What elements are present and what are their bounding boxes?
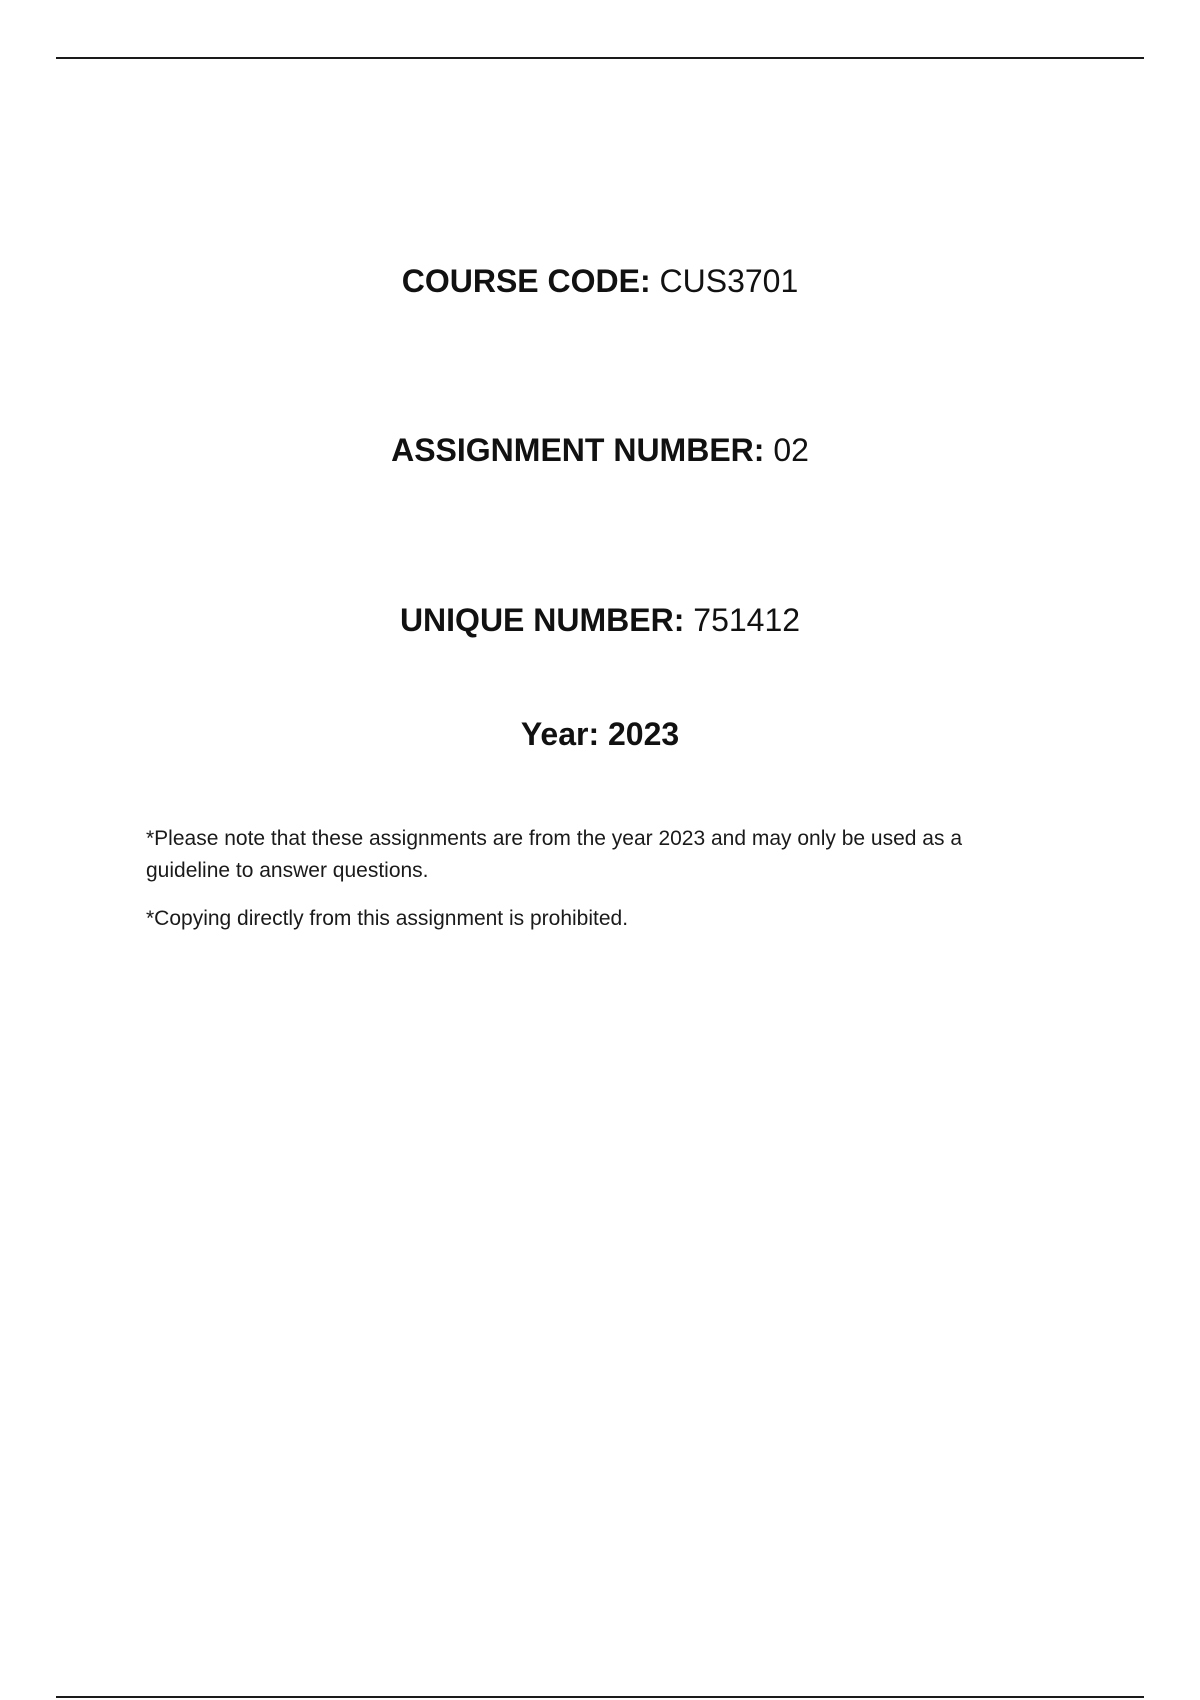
assignment-number-value: 02 <box>773 432 809 468</box>
course-code-label: COURSE CODE: <box>401 263 651 299</box>
unique-number-heading <box>0 600 1200 640</box>
bottom-divider <box>56 1696 1144 1698</box>
copying-prohibited-note: *Copying directly from this assignment is prohibited. <box>146 907 629 930</box>
course-code-heading <box>0 261 1200 301</box>
unique-number-label: UNIQUE NUMBER: <box>399 602 685 638</box>
unique-number-value: 751412 <box>693 602 801 638</box>
year-heading: Year: 2023 <box>520 716 680 752</box>
guideline-note: *Please note that these assignments are from the year 2023 and may only be used as a guideline to answer questions. <box>146 827 962 882</box>
assignment-number-label: ASSIGNMENT NUMBER: <box>391 432 765 468</box>
course-code-value: CUS3701 <box>659 263 799 299</box>
assignment-number-heading <box>0 430 1200 470</box>
top-divider <box>56 57 1144 59</box>
